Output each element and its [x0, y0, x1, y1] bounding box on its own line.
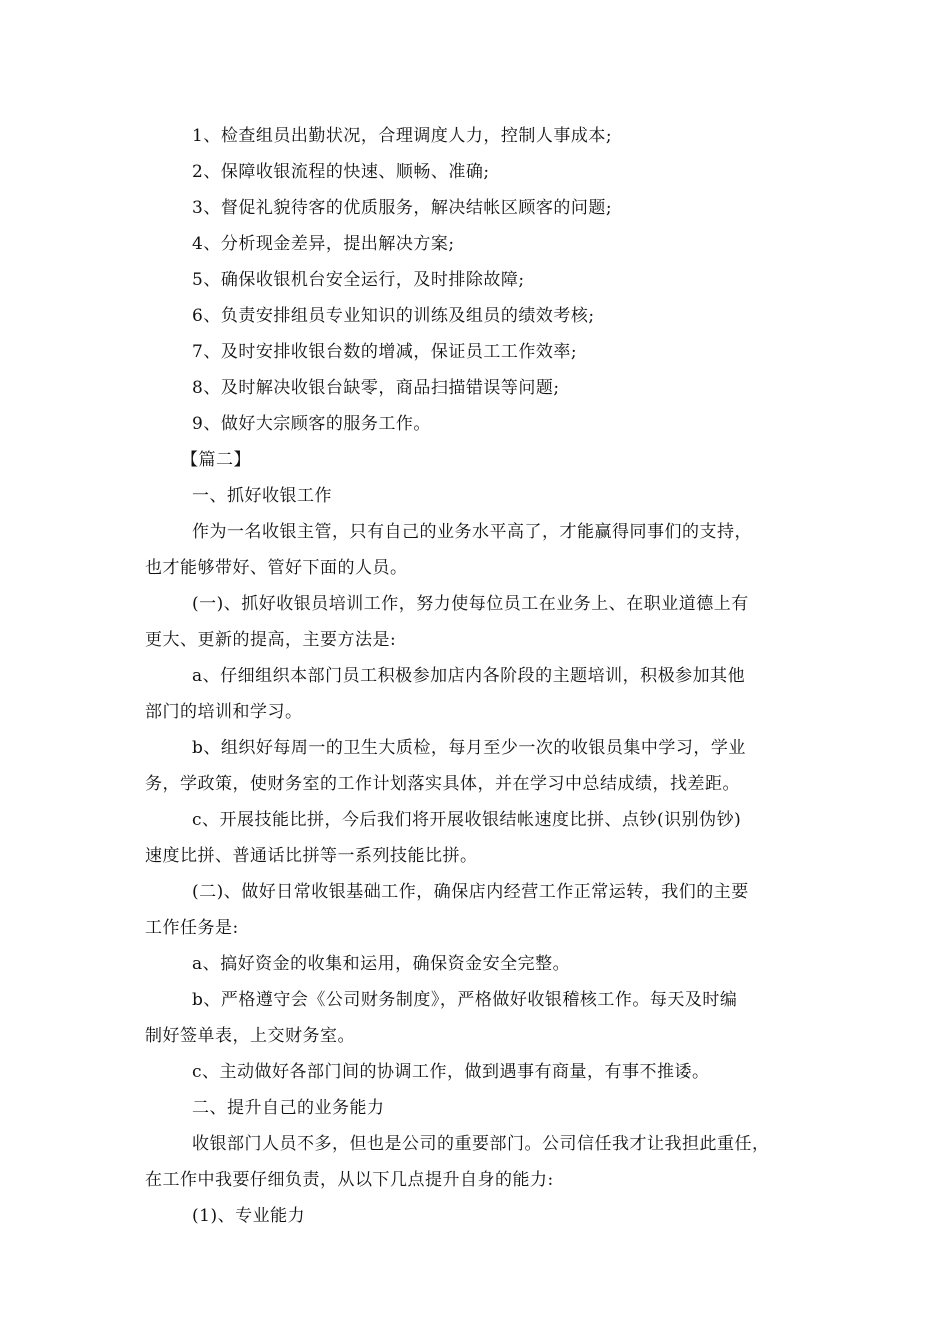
part2-intro-line2: 在工作中我要仔细负责，从以下几点提升自身的能力: — [145, 1170, 554, 1190]
duty-item-4: 4、分析现金差异，提出解决方案; — [192, 234, 455, 254]
part1-intro-line2: 也才能够带好、管好下面的人员。 — [145, 558, 408, 578]
sub2-line2: 工作任务是: — [145, 918, 239, 938]
duty-item-6: 6、负责安排组员专业知识的训练及组员的绩效考核; — [192, 306, 595, 326]
document-body — [145, 118, 815, 1234]
duty-item-2: 2、保障收银流程的快速、顺畅、准确; — [192, 162, 490, 182]
a2-line: a、搞好资金的收集和运用，确保资金安全完整。 — [192, 954, 571, 974]
sub2-line1: (二)、做好日常收银基础工作，确保店内经营工作正常运转，我们的主要 — [192, 882, 749, 902]
part2-intro-line1: 收银部门人员不多，但也是公司的重要部门。公司信任我才让我担此重任， — [192, 1134, 770, 1154]
duty-item-9: 9、做好大宗顾客的服务工作。 — [192, 414, 431, 434]
b2-line1: b、严格遵守会《公司财务制度》，严格做好收银稽核工作。每天及时编 — [192, 990, 738, 1010]
b2-line2: 制好签单表，上交财务室。 — [145, 1026, 355, 1046]
part1-heading: 一、抓好收银工作 — [192, 486, 332, 506]
a1-line1: a、仔细组织本部门员工积极参加店内各阶段的主题培训，积极参加其他 — [192, 666, 746, 686]
c1-line1: c、开展技能比拼，今后我们将开展收银结帐速度比拼、点钞(识别伪钞) — [192, 810, 742, 830]
duty-item-5: 5、确保收银机台安全运行，及时排除故障; — [192, 270, 525, 290]
sub1-line2: 更大、更新的提高，主要方法是: — [145, 630, 397, 650]
b1-line2: 务，学政策，使财务室的工作计划落实具体，并在学习中总结成绩，找差距。 — [145, 774, 740, 794]
duty-item-1: 1、检查组员出勤状况，合理调度人力，控制人事成本; — [192, 126, 613, 146]
c2-line: c、主动做好各部门间的协调工作，做到遇事有商量，有事不推诿。 — [192, 1062, 710, 1082]
section-heading: 【篇二】 — [181, 450, 251, 470]
part2-heading: 二、提升自己的业务能力 — [192, 1098, 385, 1118]
sub1-line1: (一)、抓好收银员培训工作，努力使每位员工在业务上、在职业道德上有 — [192, 594, 749, 614]
a1-line2: 部门的培训和学习。 — [145, 702, 303, 722]
duty-item-8: 8、及时解决收银台缺零，商品扫描错误等问题; — [192, 378, 560, 398]
duty-item-3: 3、督促礼貌待客的优质服务，解决结帐区顾客的问题; — [192, 198, 613, 218]
b1-line1: b、组织好每周一的卫生大质检，每月至少一次的收银员集中学习，学业 — [192, 738, 746, 758]
c1-line2: 速度比拼、普通话比拼等一系列技能比拼。 — [145, 846, 478, 866]
part1-intro-line1: 作为一名收银主管，只有自己的业务水平高了，才能赢得同事们的支持， — [192, 522, 752, 542]
part2-item1: (1)、专业能力 — [192, 1206, 306, 1226]
duty-item-7: 7、及时安排收银台数的增减，保证员工工作效率; — [192, 342, 578, 362]
